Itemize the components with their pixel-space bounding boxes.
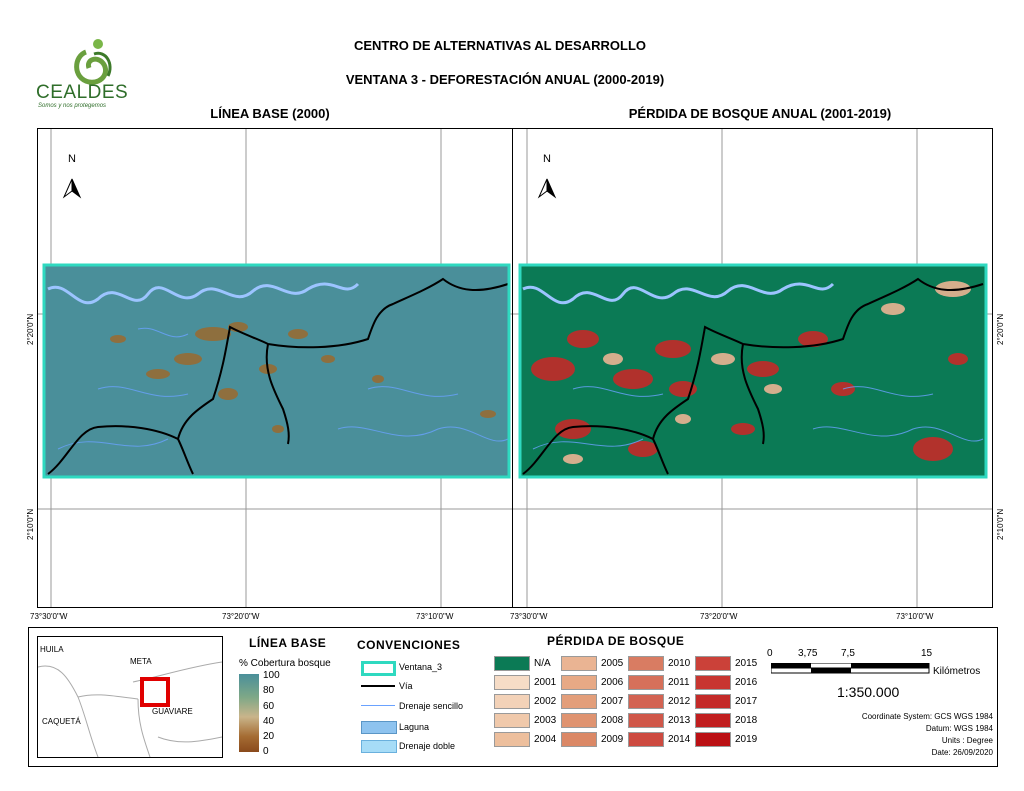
logo [34,34,134,116]
lat-label-right-2: 2°10'0"N [996,508,1005,540]
perdida-label: 2018 [735,715,758,726]
perdida-label: 2013 [668,715,691,726]
perdida-label: 2010 [668,658,691,669]
perdida-swatch [695,694,731,709]
perdida-label: 2005 [601,658,624,669]
perdida-title: PÉRDIDA DE BOSQUE [547,634,685,648]
meta-datum: Datum: WGS 1984 [925,724,993,733]
lat-label-left-2: 2°10'0"N [26,508,35,540]
perdida-swatch [494,675,530,690]
org-title: CENTRO DE ALTERNATIVAS AL DESARROLLO [353,38,647,53]
linea-base-tick-20: 20 [263,731,275,742]
scale-tick-15: 15 [921,648,933,659]
perdida-legend-grid [494,656,764,756]
scale-ratio: 1:350.000 [837,684,900,700]
right-map-title: PÉRDIDA DE BOSQUE ANUAL (2001-2019) [628,106,892,121]
right-north-label: N [543,153,551,165]
perdida-label: 2011 [668,677,690,688]
scale-tick-375: 3,75 [798,648,818,659]
scale-tick-0: 0 [767,648,773,659]
perdida-swatch [561,694,597,709]
right-map-canvas [513,129,992,607]
lon-label-right-1: 73°30'0"W [510,612,548,621]
conv-symbol-via [361,685,395,687]
perdida-swatch [695,656,731,671]
lon-label-left-3: 73°10'0"W [416,612,454,621]
meta-units: Units : Degree [941,736,993,745]
perdida-label: 2004 [534,734,557,745]
legend-panel [28,627,998,767]
linea-base-tick-100: 100 [263,670,280,681]
conv-label-drenaje-sencillo: Drenaje sencillo [399,701,464,711]
perdida-swatch [494,694,530,709]
linea-base-subtitle: % Cobertura bosque [239,658,331,669]
perdida-label: 2006 [601,677,624,688]
perdida-swatch [628,713,664,728]
perdida-label: 2008 [601,715,624,726]
conv-symbol-drenaje-sencillo [361,705,395,706]
linea-base-title: LÍNEA BASE [249,636,327,650]
perdida-swatch [628,675,664,690]
logo-tagline: Somos y nos protegemos [38,103,107,109]
conv-symbol-laguna [361,721,397,734]
meta-date: Date: 26/09/2020 [931,748,993,757]
linea-base-tick-0: 0 [263,746,269,757]
scale-bar-graphic [771,663,931,675]
linea-base-tick-40: 40 [263,716,275,727]
left-north-label: N [68,153,76,165]
lon-label-left-1: 73°30'0"W [30,612,68,621]
perdida-label: 2007 [601,696,624,707]
left-map-title: LÍNEA BASE (2000) [210,106,330,121]
conv-label-via: Vía [399,681,413,691]
perdida-swatch [695,675,731,690]
locator-canvas [38,637,222,757]
meta-coord-system: Coordinate System: GCS WGS 1984 [861,712,993,721]
perdida-swatch [494,656,530,671]
scale-bar [771,662,931,672]
logo-text: CEALDES [36,82,129,103]
window-title: VENTANA 3 - DEFORESTACIÓN ANUAL (2000-2019) [345,72,665,87]
perdida-label: 2014 [668,734,691,745]
scale-unit: Kilómetros [933,666,981,677]
perdida-swatch [494,732,530,747]
lon-label-right-2: 73°20'0"W [700,612,738,621]
perdida-label: 2015 [735,658,758,669]
conv-label-laguna: Laguna [399,722,430,732]
locator-label-huila: HUILA [40,645,64,654]
perdida-swatch [561,713,597,728]
locator-label-meta: META [130,657,152,666]
conv-symbol-ventana [361,661,396,676]
perdida-swatch [561,732,597,747]
left-map-frame[interactable] [37,128,514,608]
conv-symbol-drenaje-doble [361,740,397,753]
perdida-label: 2001 [534,677,557,688]
locator-map[interactable] [37,636,223,758]
perdida-swatch [561,656,597,671]
lat-label-left-1: 2°20'0"N [26,313,35,345]
perdida-swatch [695,713,731,728]
perdida-label: 2009 [601,734,624,745]
perdida-label: 2017 [735,696,758,707]
lon-label-right-3: 73°10'0"W [896,612,934,621]
perdida-swatch [494,713,530,728]
conv-label-drenaje-doble: Drenaje doble [399,741,456,751]
convenciones-title: CONVENCIONES [357,638,461,652]
perdida-swatch [561,675,597,690]
scale-tick-75: 7,5 [841,648,855,659]
linea-base-tick-80: 80 [263,685,275,696]
perdida-label: 2012 [668,696,691,707]
locator-label-caqueta: CAQUETÁ [42,717,81,726]
perdida-label: 2016 [735,677,758,688]
locator-label-guaviare: GUAVIARE [152,707,193,716]
lat-label-right-1: 2°20'0"N [996,313,1005,345]
perdida-swatch [628,694,664,709]
perdida-swatch [628,656,664,671]
perdida-label: 2019 [735,734,758,745]
conv-label-ventana: Ventana_3 [399,662,443,672]
left-map-canvas [38,129,513,607]
linea-base-tick-60: 60 [263,701,275,712]
perdida-label: N/A [534,658,551,669]
perdida-swatch [695,732,731,747]
perdida-swatch [628,732,664,747]
linea-base-gradient [239,674,259,752]
perdida-label: 2002 [534,696,557,707]
perdida-label: 2003 [534,715,557,726]
lon-label-left-2: 73°20'0"W [222,612,260,621]
right-map-frame[interactable] [512,128,993,608]
